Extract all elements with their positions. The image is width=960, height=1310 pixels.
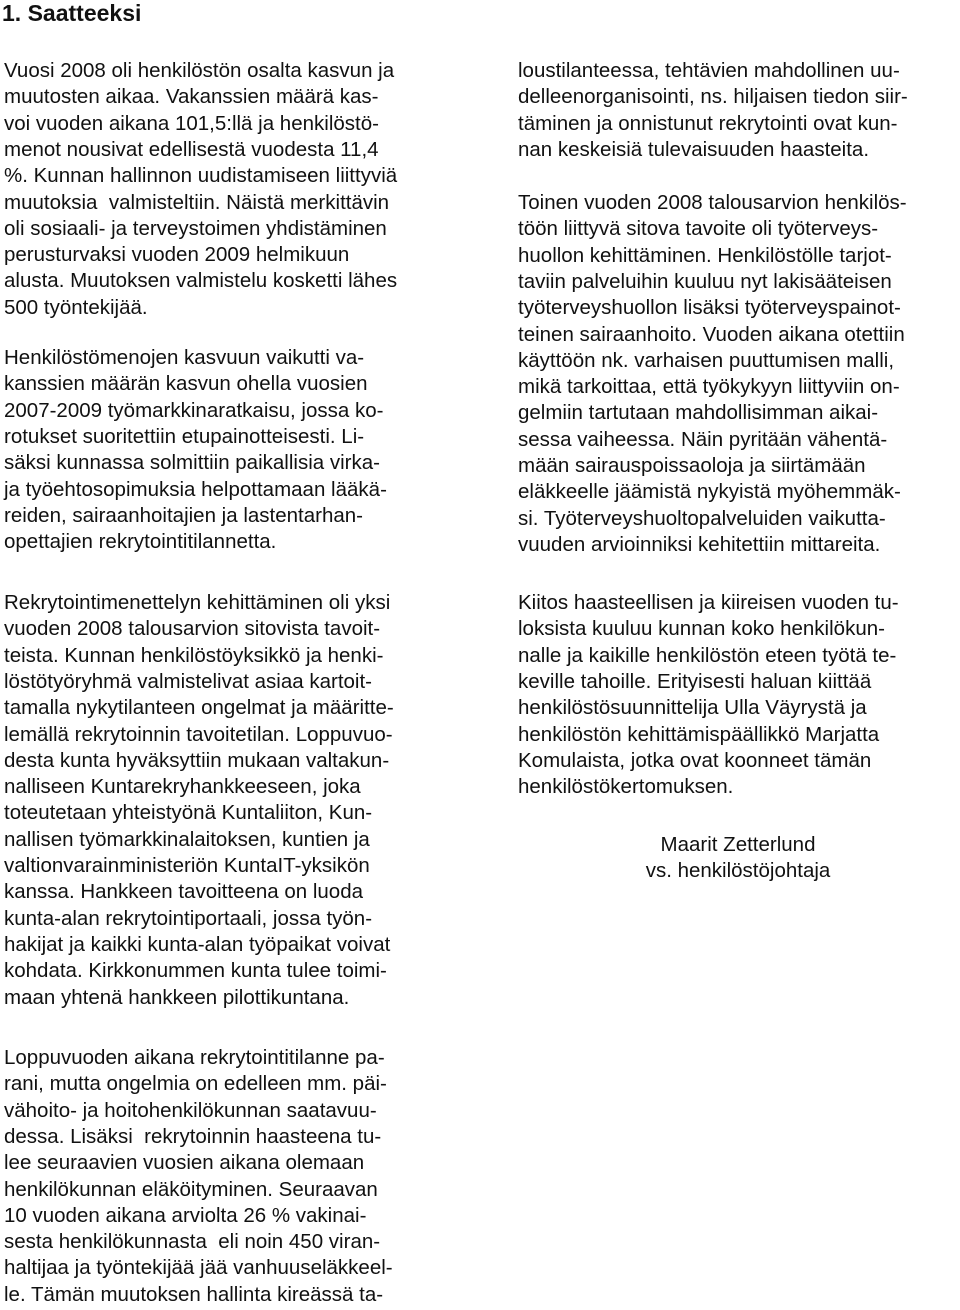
- text-line: huollon kehittäminen. Henkilöstölle tarjot-: [518, 243, 892, 267]
- text-line: kohdata. Kirkkonummen kunta tulee toimi-: [4, 959, 387, 983]
- text-line: toteutetaan yhteistyönä Kuntaliiton, Kun-: [4, 801, 373, 825]
- text-line: henkilöstön kehittämispäällikkö Marjatta: [518, 722, 880, 746]
- text-line: gelmiin tartutaan mahdollisimman aikai-: [518, 401, 879, 425]
- text-line: nan keskeisiä tulevaisuuden haasteita.: [518, 137, 870, 161]
- text-line: menot nousivat edellisestä vuodesta 11,4: [4, 137, 379, 161]
- text-line: 10 vuoden aikana arviolta 26 % vakinai-: [4, 1203, 367, 1227]
- text-line: nalliseen Kuntarekryhankkeeseen, joka: [4, 775, 361, 799]
- text-line: opettajien rekrytointitilannetta.: [4, 530, 277, 554]
- text-line: sessa vaiheessa. Näin pyritään vähentä-: [518, 427, 888, 451]
- text-line: loustilanteessa, tehtävien mahdollinen uu-: [518, 59, 900, 82]
- text-line: Henkilöstömenojen kasvuun vaikutti va-: [4, 346, 365, 369]
- text-line: mään sairauspoissaoloja ja siirtämään: [518, 454, 866, 477]
- text-line: taviin palveluihin kuuluu nyt lakisääteisen: [518, 269, 892, 293]
- text-line: keville tahoille. Erityisesti haluan kiittää: [518, 669, 872, 693]
- text-line: rani, mutta ongelmia on edelleen mm. päi-: [4, 1072, 387, 1096]
- text-line: teista. Kunnan henkilöstöyksikkö ja henki-: [4, 643, 384, 667]
- text-line: perusturvaksi vuoden 2009 helmikuun: [4, 243, 350, 267]
- text-line: henkilöstökertomuksen.: [518, 775, 734, 799]
- text-line: muutoksia valmisteltiin. Näistä merkittävin: [4, 190, 390, 214]
- text-line: säksi kunnassa solmittiin paikallisia virka-: [4, 451, 380, 475]
- text-line: le. Tämän muutoksen hallinta kireässä ta-: [4, 1282, 384, 1306]
- text-line: hakijat ja kaikki kunta-alan työpaikat voivat: [4, 932, 391, 956]
- text-line: rotukset suoritettiin etupainotteisesti. Li-: [4, 424, 365, 448]
- text-line: 2007-2009 työmarkkinaratkaisu, jossa ko-: [4, 398, 384, 422]
- text-line: Loppuvuoden aikana rekrytointitilanne pa-: [4, 1046, 385, 1069]
- text-line: kanssien määrän kasvun ohella vuosien: [4, 372, 368, 396]
- text-line: delleenorganisointi, ns. hiljaisen tiedon siir-: [518, 85, 908, 109]
- signature-name: Maarit Zetterlund: [660, 833, 816, 856]
- section-heading: 1. Saatteeksi: [2, 0, 142, 26]
- text-line: maan yhtenä hankkeen pilottikuntana.: [4, 985, 350, 1009]
- text-line: Vuosi 2008 oli henkilöstön osalta kasvun ja: [4, 59, 395, 82]
- text-line: löstötyöryhmä valmistelivat asiaa kartoit-: [4, 669, 372, 693]
- text-line: työterveyshuollon lisäksi työterveyspainot-: [518, 296, 901, 320]
- text-line: vuoden 2008 talousarvion sitovista tavoit-: [4, 617, 381, 641]
- text-line: töön liittyvä sitova tavoite oli työterveys-: [518, 217, 879, 241]
- text-line: vuuden arvioinniksi kehitettiin mittareita.: [518, 532, 881, 556]
- text-line: täminen ja onnistunut rekrytointi ovat kun-: [518, 111, 898, 135]
- text-line: henkilökunnan eläköityminen. Seuraavan: [4, 1177, 378, 1201]
- text-line: nalle ja kaikille henkilöstön eteen työtä te-: [518, 643, 897, 667]
- text-line: lemällä rekrytoinnin tavoitetilan. Loppuvuo-: [4, 722, 393, 746]
- text-line: %. Kunnan hallinnon uudistamiseen liittyviä: [4, 164, 398, 188]
- text-line: desta kunta hyväksyttiin mukaan valtakun-: [4, 748, 390, 772]
- text-line: vähoito- ja hoitohenkilökunnan saatavuu-: [4, 1098, 377, 1122]
- text-line: nallisen työmarkkinalaitoksen, kuntien ja: [4, 827, 370, 851]
- signature-title: vs. henkilöstöjohtaja: [645, 859, 831, 882]
- text-line: käyttöön nk. varhaisen puuttumisen malli,: [518, 348, 895, 372]
- text-line: kanssa. Hankkeen tavoitteena on luoda: [4, 880, 364, 904]
- text-line: loksista kuuluu kunnan koko henkilökun-: [518, 617, 885, 641]
- text-line: voi vuoden aikana 101,5:llä ja henkilöstö-: [4, 111, 379, 135]
- text-line: teinen sairaanhoito. Vuoden aikana otettiin: [518, 322, 905, 346]
- text-line: Kiitos haasteellisen ja kiireisen vuoden tu-: [518, 591, 899, 614]
- text-line: 500 työntekijää.: [4, 295, 148, 319]
- text-line: valtionvarainministeriön KuntaIT-yksikön: [4, 854, 370, 877]
- text-line: sesta henkilökunnasta eli noin 450 viran-: [4, 1230, 381, 1254]
- text-line: haltijaa ja työntekijää jää vanhuuseläkkeel-: [4, 1256, 393, 1280]
- text-line: Komulaista, jotka ovat koonneet tämän: [518, 748, 872, 772]
- text-line: kunta-alan rekrytointiportaali, jossa työn-: [4, 906, 373, 930]
- text-line: Toinen vuoden 2008 talousarvion henkilös-: [518, 191, 907, 214]
- text-line: henkilöstösuunnittelija Ulla Väyrystä ja: [518, 696, 867, 720]
- text-line: alusta. Muutoksen valmistelu kosketti lähes: [4, 269, 398, 293]
- text-line: tamalla nykytilanteen ongelmat ja määritte-: [4, 696, 394, 720]
- text-line: oli sosiaali- ja terveystoimen yhdistäminen: [4, 216, 387, 240]
- text-line: muutosten aikaa. Vakanssien määrä kas-: [4, 85, 379, 109]
- text-line: si. Työterveyshuoltopalveluiden vaikutta-: [518, 506, 886, 530]
- text-line: mikä tarkoittaa, että työkykyyn liittyviin on-: [518, 375, 900, 399]
- text-line: reiden, sairaanhoitajien ja lastentarhan-: [4, 503, 363, 527]
- text-line: Rekrytointimenettelyn kehittäminen oli yksi: [4, 591, 391, 614]
- text-line: dessa. Lisäksi rekrytoinnin haasteena tu-: [4, 1124, 382, 1148]
- text-line: ja työehtosopimuksia helpottamaan lääkä-: [4, 477, 387, 501]
- text-line: lee seuraavien vuosien aikana olemaan: [4, 1151, 365, 1175]
- text-line: eläkkeelle jäämistä nykyistä myöhemmäk-: [518, 480, 901, 504]
